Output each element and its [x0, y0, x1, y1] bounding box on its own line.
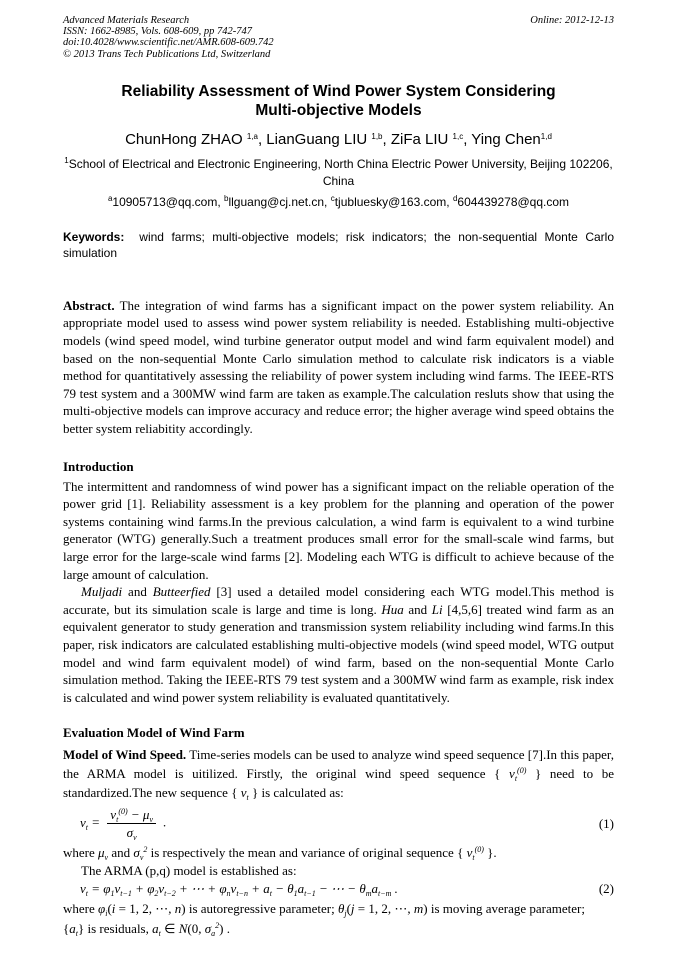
- email: tjubluesky@163.com: [334, 194, 447, 209]
- doi: doi:10.4028/www.scientific.net/AMR.608-609.742: [63, 37, 274, 49]
- equation-1: $v_t$ = $\frac{v_t^{(0)} - \mu_v}{\sigma_v}$ . (1): [80, 807, 614, 843]
- paragraph: Muljadi and Butteerfied [3] used a detailed model considering each WTG model.This method is accurate, but its simulation scale is large and time is long. Hua and Li [4,5,6] treated wind farm as an equivalent generator to study generation and transmission system reliability including wind farms.In this paper, risk indicators are calculated establishing multi-objective models (wind speed model, WTG output model and wind farm equivalent model) of wind farm, based on the non-sequential Monte Carlo simulation method. Taking the IEEE-RTS 79 test system and a 300MW wind farm as example, risk index is calculated and wind power system reliability is evaluated quantitatively.: [63, 584, 614, 705]
- abstract: Abstract. The integration of wind farms has a significant impact on the power system reliability. An appropriate model used to assess wind power system reliability is needed. Establishing multi-objective models (wind speed model, wind turbine generator output model and wind farm equivalent model) and based on the non-sequential Monte Carlo simulation method to calculate risk indicators is a viable method for quantitatively assessing the reliability of power system including wind farms. The IEEE-RTS 79 test system and a 300MW wind farm are taken as example.The calculation resluts show that using the multi-objective models can improve accuracy and reduce error; the higher average wind speed obtains the better system reliabitity accordingly.: [63, 297, 615, 436]
- keywords: Keywords: wind farms; multi-objective models; risk indicators; the non-sequential Monte Carlo simulation: [63, 229, 614, 260]
- section-heading-introduction: Introduction: [63, 458, 134, 474]
- copyright: © 2013 Trans Tech Publications Ltd, Switzerland: [63, 48, 271, 60]
- equation-2: $v_t = \varphi_1v_{t-1} + \varphi_2v_{t-2}$ + ⋯ + $\varphi_nv_{t-n} + a_t - \theta_1a_{t-1}$ − ⋯ − $\theta_ma_{t-m}$ . (2): [80, 881, 614, 899]
- introduction-body: [63, 478, 614, 707]
- paper-title: [63, 82, 614, 120]
- paragraph: The intermittent and randomness of wind power has a significant impact on the reliable operation of the power grid [1]. Reliability assessment is a key problem for the planning and operation of the power systems containing wind farms.In the previous calculation, a wind farm is equivalent to a wind turbine generator (WTG) generally.Such a treatment produces small error for the small-scale wind farms, but large error for the large-scale wind farms [2]. Modeling each WTG is difficult to achieve because of the large amount of calculation.: [63, 478, 614, 582]
- eq1-explanation: where $\mu_v$ and $\sigma_v^2$ is respectively the mean and variance of original sequence { $v_t^{(0)}$ }.: [63, 845, 497, 863]
- equation-number: (2): [598, 881, 614, 897]
- arma-intro: The ARMA (p,q) model is established as:: [81, 862, 297, 878]
- email: 604439278@qq.com: [457, 194, 570, 209]
- wind-speed-paragraph: Model of Wind Speed. Time-series models can be used to analyze wind speed sequence [7].In this paper, the ARMA model is uitilized. Firstly, the original wind speed sequence { $v_t^{(0)}$ } need to be standardized.The new sequence { $v_t$ } is calculated as:: [63, 747, 615, 803]
- author: LianGuang LIU $^{1,b}$: [266, 130, 383, 148]
- journal-header: [63, 15, 614, 60]
- affiliation: $^1$School of Electrical and Electronic Engineering, North China Electric Power University, Beijing 102206, China: [64, 155, 613, 188]
- issn: ISSN: 1662-8985, Vols. 608-609, pp 742-747: [63, 26, 252, 38]
- section-heading-evaluation: Evaluation Model of Wind Farm: [63, 725, 245, 741]
- online-date: Online: 2012-12-13: [530, 15, 614, 26]
- email: 10905713@qq.com: [112, 194, 218, 209]
- journal-name: Advanced Materials Research: [63, 15, 190, 26]
- title-line: Reliability Assessment of Wind Power System Considering: [121, 82, 556, 100]
- eq2-explanation-line2: $\{a_t\}$ is residuals, $a_t$ ∈ N(0, $\sigma_a^2$) .: [63, 921, 230, 939]
- author: ChunHong ZHAO $^{1,a}$: [125, 130, 258, 148]
- author: ZiFa LIU $^{1,c}$: [390, 130, 464, 148]
- email-list: $^a$10905713@qq.com, $^b$llguang@cj.net.cn, $^c$tjubluesky@163.com, $^d$604439278@qq.com: [107, 193, 570, 209]
- equation-number: (1): [598, 815, 614, 831]
- eq2-explanation-line1: where $\varphi_i(i = 1$, 2, ⋯, n) is autoregressive parameter; $\theta_j(j = 1$, 2, ⋯, m) is moving average parameter;: [63, 901, 585, 919]
- author: Ying Chen$^{1,d}$: [471, 130, 552, 148]
- email: llguang@cj.net.cn: [228, 194, 325, 209]
- author-list: ChunHong ZHAO $^{1,a}$, LianGuang LIU $^{1,b}$, ZiFa LIU $^{1,c}$, Ying Chen$^{1,d}$: [125, 130, 552, 148]
- title-line: Multi-objective Models: [255, 101, 422, 119]
